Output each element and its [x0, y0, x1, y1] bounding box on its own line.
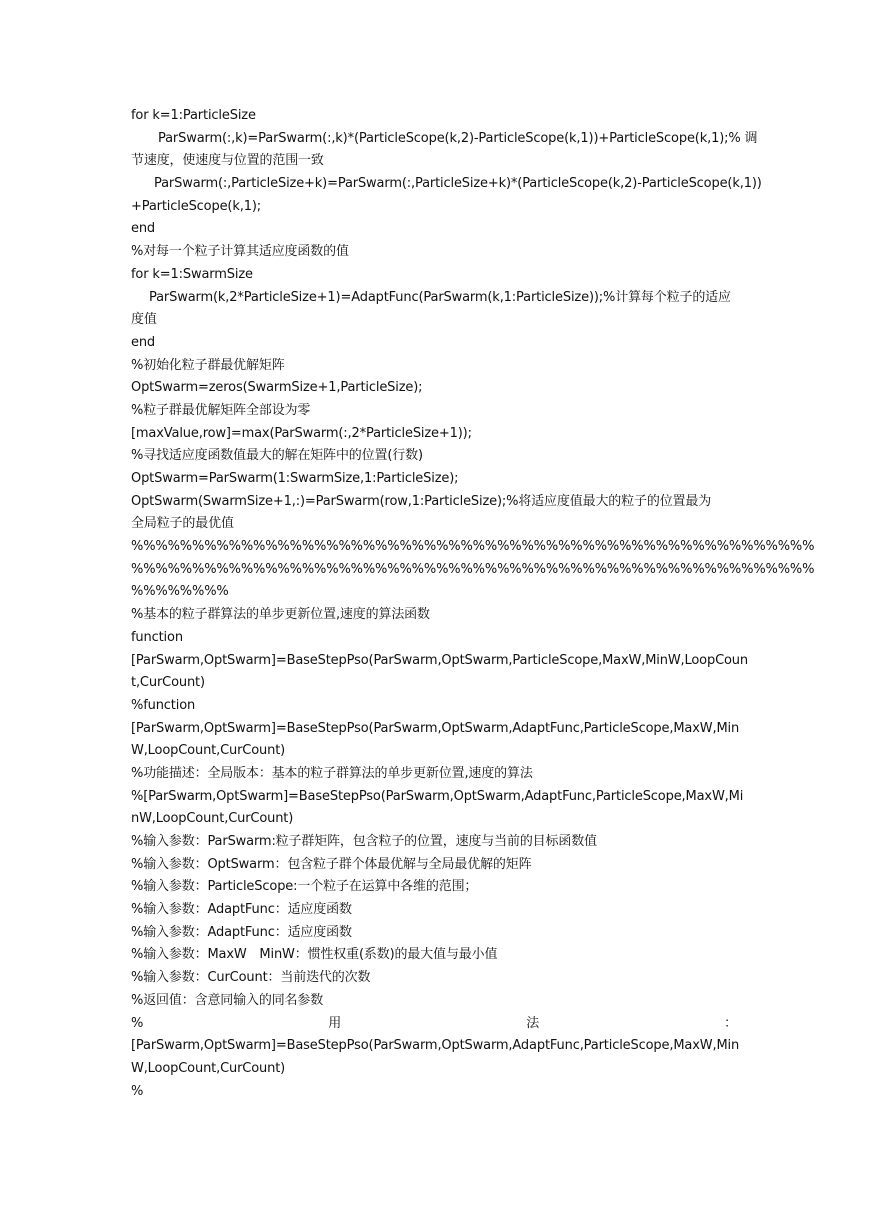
code-line: [ParSwarm,OptSwarm]=BaseStepPso(ParSwarm,OptSwarm,ParticleScope,MaxW,MinW,LoopCoun — [131, 652, 748, 668]
code-line: OptSwarm(SwarmSize+1,:)=ParSwarm(row,1:ParticleSize);%将适应度值最大的粒子的位置最为 — [131, 493, 712, 509]
code-line: for k=1:ParticleSize — [131, 108, 256, 123]
comment-line: %初始化粒子群最优解矩阵 — [131, 357, 285, 373]
usage-colon: ： — [724, 1015, 737, 1031]
comment-line: %输入参数：ParticleScope:一个粒子在运算中各维的范围； — [131, 879, 478, 895]
code-line: for k=1:SwarmSize — [131, 266, 253, 282]
code-line: t,CurCount) — [131, 675, 205, 691]
comment-line: %输入参数：CurCount：当前迭代的次数 — [131, 970, 371, 986]
code-line: function — [131, 629, 183, 645]
comment-line: %输入参数：OptSwarm：包含粒子群个体最优解与全局最优解的矩阵 — [131, 856, 532, 872]
code-line: 度值 — [131, 312, 157, 328]
comment-line: %返回值：含意同输入的同名参数 — [131, 992, 324, 1008]
comment-line: %基本的粒子群算法的单步更新位置,速度的算法函数 — [131, 607, 430, 623]
usage-comment-line — [131, 1013, 737, 1036]
separator-line: %%%%%%%% — [131, 584, 229, 600]
code-line: end — [131, 221, 156, 237]
code-line: 全局粒子的最优值 — [131, 516, 234, 532]
comment-line: nW,LoopCount,CurCount) — [131, 811, 294, 827]
comment-line: %粒子群最优解矩阵全部设为零 — [131, 402, 311, 418]
comment-line: %输入参数：AdaptFunc：适应度函数 — [131, 902, 352, 918]
code-line: ParSwarm(:,k)=ParSwarm(:,k)*(ParticleScope(k,2)-ParticleScope(k,1))+ParticleScope(k,1);% 调 — [158, 130, 758, 146]
code-line: OptSwarm=zeros(SwarmSize+1,ParticleSize); — [131, 380, 423, 396]
comment-line: %对每一个粒子计算其适应度函数的值 — [131, 244, 349, 260]
comment-line: %功能描述：全局版本：基本的粒子群算法的单步更新位置,速度的算法 — [131, 765, 533, 781]
code-listing — [131, 105, 815, 1103]
code-line: ParSwarm(:,ParticleSize+k)=ParSwarm(:,ParticleSize+k)*(ParticleScope(k,2)-ParticleScope(k,1)) — [154, 176, 762, 192]
comment-line: %寻找适应度函数值最大的解在矩阵中的位置(行数) — [131, 448, 423, 464]
usage-percent: % — [131, 1015, 144, 1031]
comment-line: %输入参数：AdaptFunc：适应度函数 — [131, 924, 352, 940]
separator-line: %%%%%%%%%%%%%%%%%%%%%%%%%%%%%%%%%%%%%%%%%%%%%%%%%%%%%%%% — [131, 561, 815, 577]
code-line: end — [131, 334, 156, 350]
code-line: [ParSwarm,OptSwarm]=BaseStepPso(ParSwarm,OptSwarm,AdaptFunc,ParticleScope,MaxW,Min — [131, 720, 740, 736]
separator-line: %%%%%%%%%%%%%%%%%%%%%%%%%%%%%%%%%%%%%%%%%%%%%%%%%%%%%%%% — [131, 539, 815, 555]
comment-line: %输入参数：MaxW MinW：惯性权重(系数)的最大值与最小值 — [131, 947, 498, 963]
comment-line: %输入参数：ParSwarm:粒子群矩阵，包含粒子的位置，速度与当前的目标函数值 — [131, 834, 597, 849]
comment-line: %function — [131, 697, 196, 713]
code-line: OptSwarm=ParSwarm(1:SwarmSize,1:ParticleSize); — [131, 471, 459, 486]
comment-line: %[ParSwarm,OptSwarm]=BaseStepPso(ParSwarm,OptSwarm,AdaptFunc,ParticleScope,MaxW,Mi — [131, 788, 744, 804]
comment-line: % — [131, 1083, 144, 1099]
code-line: W,LoopCount,CurCount) — [131, 1060, 286, 1076]
code-line: W,LoopCount,CurCount) — [131, 743, 286, 759]
code-line: +ParticleScope(k,1); — [131, 198, 261, 214]
code-line: [ParSwarm,OptSwarm]=BaseStepPso(ParSwarm,OptSwarm,AdaptFunc,ParticleScope,MaxW,Min — [131, 1038, 740, 1054]
usage-word-fa: 法 — [526, 1015, 540, 1031]
usage-word-yong: 用 — [328, 1015, 342, 1031]
code-line: 节速度，使速度与位置的范围一致 — [131, 153, 324, 169]
code-line: ParSwarm(k,2*ParticleSize+1)=AdaptFunc(ParSwarm(k,1:ParticleSize));%计算每个粒子的适应 — [149, 289, 731, 305]
code-line: [maxValue,row]=max(ParSwarm(:,2*ParticleSize+1)); — [131, 425, 472, 441]
